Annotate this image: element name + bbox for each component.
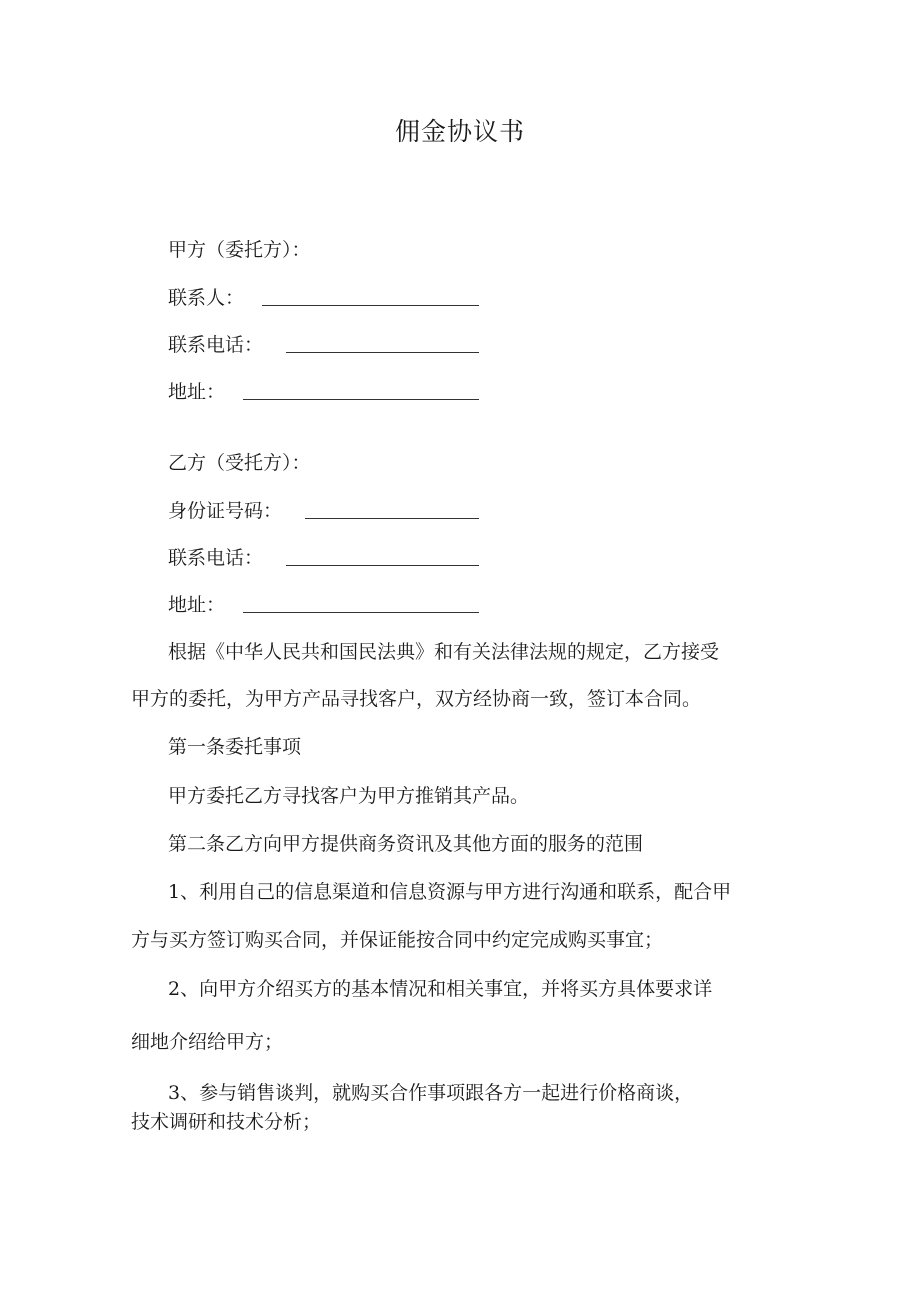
intro-line-1: 根据《中华人民共和国民法典》和有关法律法规的规定，乙方接受 bbox=[168, 641, 720, 663]
article-2-item-3-line-1: 3、参与销售谈判，就购买合作事项跟各方一起进行价格商谈， bbox=[168, 1082, 694, 1104]
party-a-contact-field[interactable] bbox=[262, 305, 479, 306]
party-a-address-label: 地址： bbox=[168, 381, 226, 403]
party-b-heading: 乙方（受托方）： bbox=[168, 452, 311, 474]
party-b-address-label: 地址： bbox=[168, 594, 226, 616]
article-1-heading: 第一条委托事项 bbox=[168, 736, 302, 758]
party-b-id-label: 身份证号码： bbox=[168, 500, 283, 522]
article-2-item-2-line-2: 细地介绍给甲方； bbox=[131, 1031, 284, 1053]
party-b-phone-field[interactable] bbox=[286, 565, 479, 566]
article-2-item-1-line-2: 方与买方签订购买合同，并保证能按合同中约定完成购买事宜； bbox=[131, 929, 664, 951]
document-title: 佣金协议书 bbox=[394, 117, 525, 146]
article-2-heading: 第二条乙方向甲方提供商务资讯及其他方面的服务的范围 bbox=[168, 833, 644, 855]
article-1-body: 甲方委托乙方寻找客户为甲方推销其产品。 bbox=[168, 785, 530, 807]
party-a-address-field[interactable] bbox=[243, 399, 479, 400]
intro-line-2: 甲方的委托，为甲方产品寻找客户，双方经协商一致，签订本合同。 bbox=[131, 688, 702, 710]
party-b-id-field[interactable] bbox=[305, 518, 479, 519]
party-a-heading: 甲方（委托方）： bbox=[168, 239, 311, 261]
party-a-contact-label: 联系人： bbox=[168, 287, 245, 309]
party-b-phone-label: 联系电话： bbox=[168, 547, 264, 569]
article-2-item-2-line-1: 2、向甲方介绍买方的基本情况和相关事宜，并将买方具体要求详 bbox=[168, 978, 713, 1000]
party-b-address-field[interactable] bbox=[243, 612, 479, 613]
party-a-phone-label: 联系电话： bbox=[168, 334, 264, 356]
party-a-phone-field[interactable] bbox=[286, 352, 479, 353]
article-2-item-3-line-2: 技术调研和技术分析； bbox=[131, 1111, 322, 1133]
article-2-item-1-line-1: 1、利用自己的信息渠道和信息资源与甲方进行沟通和联系，配合甲 bbox=[168, 881, 732, 903]
